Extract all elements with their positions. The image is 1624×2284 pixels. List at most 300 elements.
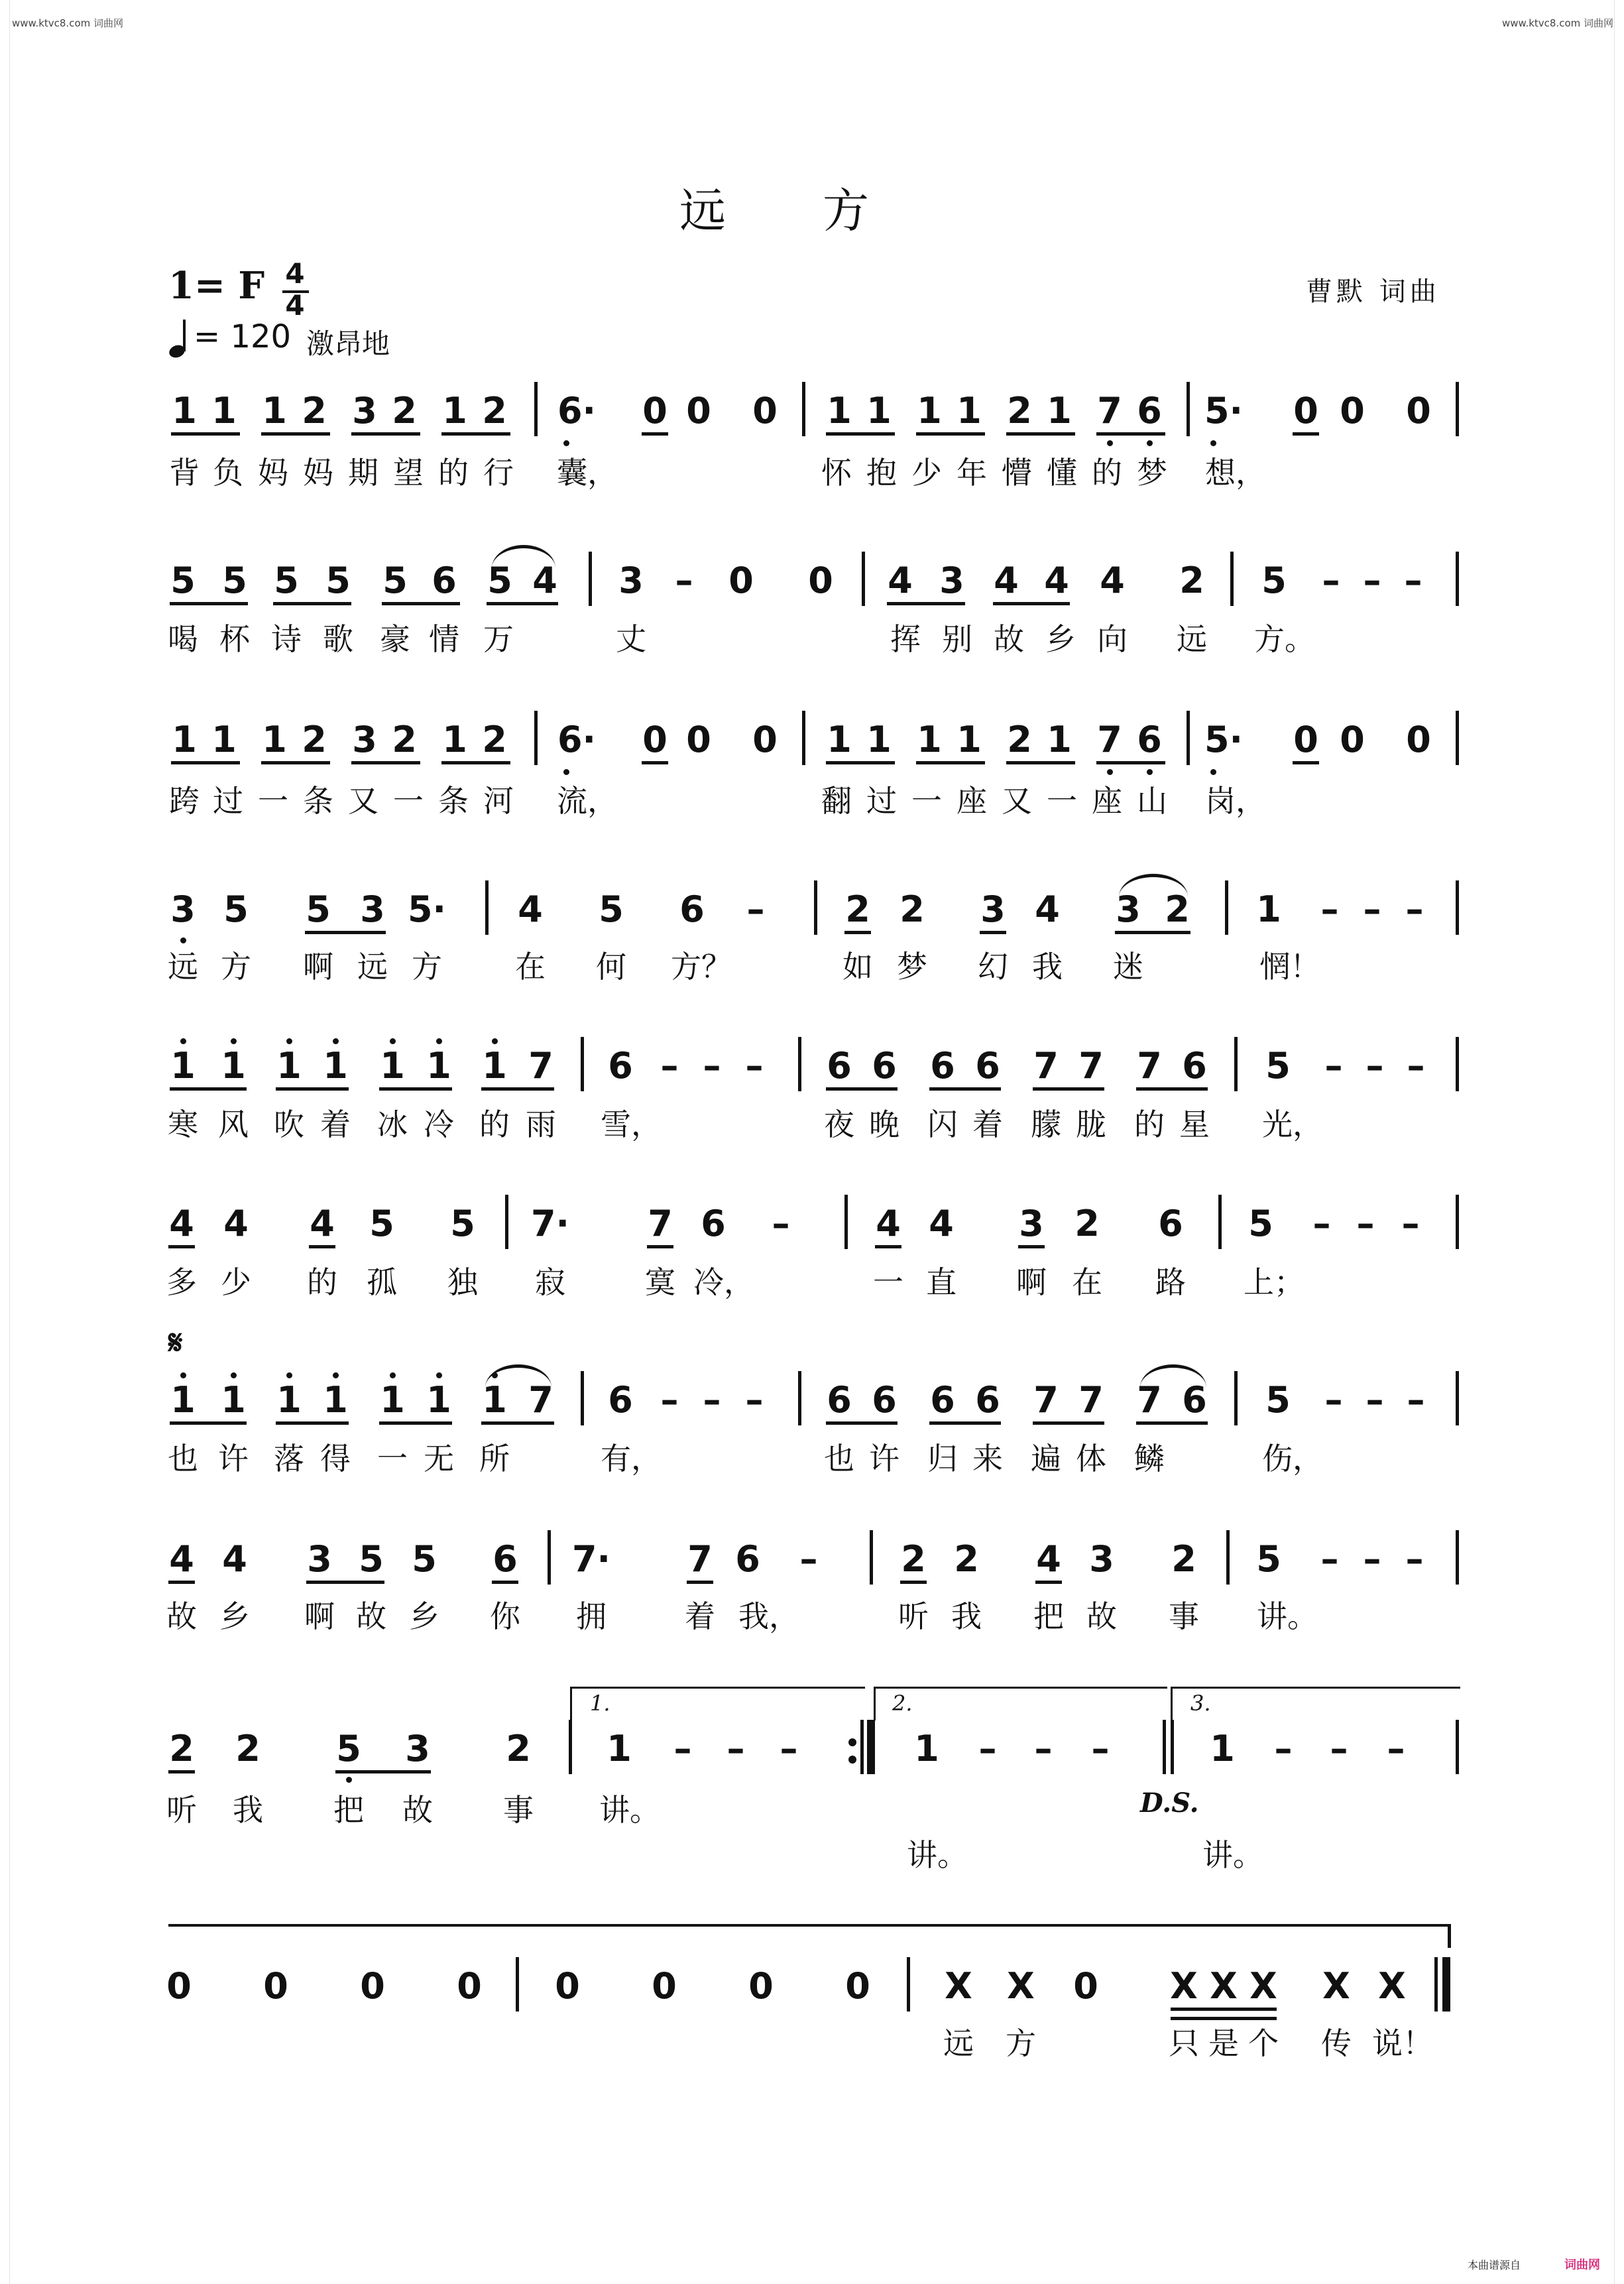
- high-octave-dot: [333, 1372, 339, 1378]
- note: 2: [1007, 719, 1032, 760]
- note: 1: [866, 719, 892, 760]
- lyric: 一: [377, 1441, 408, 1476]
- lyric: 啊: [1016, 1264, 1047, 1300]
- eighth-beam: [168, 1245, 195, 1248]
- barline: [534, 711, 538, 765]
- high-octave-dot: [436, 1038, 442, 1044]
- note: 5: [599, 888, 624, 930]
- eighth-beam: [335, 1770, 431, 1773]
- note: X: [945, 1965, 972, 2007]
- note: –: [746, 888, 765, 930]
- barline: [1456, 1195, 1459, 1249]
- note: 4: [532, 560, 557, 601]
- lyric: 抱: [866, 455, 897, 491]
- note: 0: [652, 1965, 677, 2007]
- eighth-beam: [382, 602, 460, 605]
- high-octave-dot: [180, 1038, 186, 1044]
- note: 7: [1137, 1379, 1162, 1421]
- barline: [1226, 1530, 1230, 1585]
- high-octave-dot: [492, 1372, 498, 1378]
- lyric: 想，: [1205, 455, 1266, 491]
- note: –: [1407, 1379, 1425, 1421]
- note: 1: [957, 390, 982, 432]
- note: –: [1365, 1045, 1384, 1087]
- eighth-beam: [1293, 761, 1319, 764]
- note: 5·: [1204, 390, 1244, 432]
- lyric: 翻: [821, 783, 852, 819]
- eighth-beam: [887, 602, 965, 605]
- note: –: [1387, 1728, 1405, 1770]
- eighth-beam: [487, 602, 558, 605]
- note: 0: [748, 1965, 774, 2007]
- barline: [870, 1530, 873, 1585]
- note: 1: [1047, 390, 1072, 432]
- slur: [1119, 874, 1188, 897]
- barline: [1456, 1530, 1459, 1585]
- note: 0: [1406, 719, 1431, 760]
- note: 2: [482, 719, 507, 760]
- note: 1: [482, 1379, 507, 1421]
- lyric: 喝: [168, 621, 198, 657]
- lyric: 在: [1072, 1264, 1102, 1300]
- lyric: 懵: [1002, 455, 1032, 491]
- note: 3: [360, 888, 385, 930]
- lyric: 丈: [616, 621, 646, 657]
- note: 0: [1340, 390, 1365, 432]
- note: 5: [450, 1203, 475, 1244]
- lyric: 只: [1169, 2025, 1199, 2061]
- barline: [1234, 1037, 1238, 1091]
- barline: [1456, 382, 1459, 436]
- eighth-beam: [1018, 1245, 1045, 1248]
- note: 1: [262, 390, 287, 432]
- lyric: 着: [685, 1598, 715, 1634]
- note: 7: [1078, 1045, 1104, 1087]
- lyric: 夜: [824, 1107, 854, 1142]
- lyric: 过: [866, 783, 897, 819]
- ending-bracket-1: [570, 1687, 865, 1720]
- note: –: [1091, 1728, 1110, 1770]
- note: 1: [380, 1379, 405, 1421]
- lyric: 又: [1002, 783, 1032, 819]
- note: 6: [872, 1379, 897, 1421]
- lyric: 少: [911, 455, 942, 491]
- note: 5: [170, 560, 196, 601]
- note: 2: [302, 719, 327, 760]
- note: 6·: [557, 719, 597, 760]
- double-barline: [1163, 1720, 1166, 1774]
- lyric: 遍: [1031, 1441, 1061, 1476]
- lyric: 妈: [303, 455, 333, 491]
- note: 4: [169, 1203, 194, 1244]
- lyric: 归: [927, 1441, 958, 1476]
- lyric: 梦: [897, 949, 927, 985]
- note: 2: [169, 1728, 194, 1770]
- lyric: 方: [412, 949, 442, 985]
- lyric: 惘！: [1259, 949, 1320, 985]
- lyric: 如: [842, 949, 873, 985]
- eighth-beam: [309, 1245, 335, 1248]
- composer-credit: 曹默 词曲: [1306, 276, 1440, 307]
- note: –: [799, 1538, 818, 1580]
- lyric: 向: [1097, 621, 1128, 657]
- lyric: 乡: [1045, 621, 1076, 657]
- note: –: [660, 1379, 679, 1421]
- note: 7·: [530, 1203, 570, 1244]
- ending-label-3: 3.: [1190, 1691, 1211, 1716]
- barline: [534, 382, 538, 436]
- note: X: [1210, 1965, 1238, 2007]
- note: 0: [808, 560, 833, 601]
- note: 5: [1265, 1045, 1291, 1087]
- eighth-beam: [276, 1087, 349, 1091]
- note: –: [703, 1379, 721, 1421]
- eighth-beam: [929, 1421, 1001, 1425]
- ending-label-2: 2.: [892, 1691, 913, 1716]
- lyric: 远: [357, 949, 388, 985]
- eighth-beam: [1033, 1087, 1104, 1091]
- note: 3: [1089, 1538, 1114, 1580]
- note: 1: [211, 390, 237, 432]
- eighth-beam: [170, 1087, 247, 1091]
- note: –: [1320, 888, 1339, 930]
- eighth-beam: [273, 602, 351, 605]
- eighth-beam: [351, 761, 420, 764]
- double-barline: [1171, 1720, 1174, 1774]
- lyric: 把: [333, 1792, 364, 1828]
- note: 6: [827, 1045, 852, 1087]
- note: 5·: [1204, 719, 1244, 760]
- barline: [862, 552, 865, 606]
- eighth-beam: [1171, 2008, 1277, 2011]
- eighth-beam: [261, 761, 330, 764]
- lyric: 冷: [424, 1107, 454, 1142]
- eighth-beam: [1006, 432, 1075, 436]
- eighth-beam: [481, 1421, 554, 1425]
- lyric: 着: [972, 1107, 1003, 1142]
- lyric: 故: [166, 1598, 197, 1634]
- note: 4: [223, 1203, 249, 1244]
- barline: [802, 711, 805, 765]
- note: 2: [302, 390, 327, 432]
- note: 4: [1100, 560, 1125, 601]
- high-octave-dot: [390, 1038, 396, 1044]
- barline: [802, 382, 805, 436]
- note: 0: [686, 719, 711, 760]
- eighth-beam: [1033, 1421, 1104, 1425]
- note: 0: [752, 390, 778, 432]
- eighth-beam: [168, 1770, 195, 1773]
- note: 2: [1007, 390, 1032, 432]
- barline: [1187, 382, 1190, 436]
- note: 1: [172, 390, 197, 432]
- repeat-dot: [848, 1756, 856, 1764]
- low-octave-dot: [563, 440, 569, 446]
- lyric: 座: [1092, 783, 1122, 819]
- lyric: 豪: [380, 621, 410, 657]
- low-octave-dot: [1147, 769, 1153, 775]
- lyric: 雨: [526, 1107, 556, 1142]
- note: 3: [1019, 1203, 1044, 1244]
- eighth-beam: [305, 931, 386, 934]
- barline: [907, 1957, 910, 2012]
- eighth-beam: [916, 432, 985, 436]
- high-octave-dot: [492, 1038, 498, 1044]
- note: 1: [1047, 719, 1072, 760]
- lyric: 光，: [1262, 1107, 1323, 1142]
- note: 1: [917, 719, 942, 760]
- note: 2: [1165, 888, 1190, 930]
- lyric: 寂: [535, 1264, 565, 1300]
- eighth-beam: [171, 761, 240, 764]
- eighth-beam: [351, 432, 420, 436]
- note: 2: [901, 1538, 926, 1580]
- lyric: 情: [429, 621, 459, 657]
- note: 2: [392, 719, 417, 760]
- barline: [485, 880, 489, 935]
- low-octave-dot: [1210, 440, 1216, 446]
- note: 3: [618, 560, 644, 601]
- eighth-beam: [642, 761, 668, 764]
- note: 7: [648, 1203, 673, 1244]
- lyric: 河: [483, 783, 514, 819]
- barline: [1456, 880, 1459, 935]
- tempo-marking: = 120: [194, 318, 292, 355]
- lyric: 寞: [645, 1264, 675, 1300]
- lyric: 吹: [274, 1107, 304, 1142]
- eighth-beam: [171, 432, 240, 436]
- note: 0: [642, 719, 667, 760]
- note: –: [1356, 1203, 1375, 1244]
- note: 1: [442, 390, 467, 432]
- ending-bracket-2: [874, 1687, 1167, 1720]
- staff-top-line: [168, 1924, 1450, 1927]
- note: 3: [352, 719, 377, 760]
- eighth-beam: [900, 1581, 927, 1584]
- note: 5: [223, 888, 249, 930]
- note: 0: [642, 390, 667, 432]
- lyric: 风: [218, 1107, 249, 1142]
- note: 0: [1293, 719, 1318, 760]
- note: 6: [1182, 1045, 1207, 1087]
- eighth-beam: [642, 432, 668, 436]
- barline: [516, 1957, 519, 2012]
- lyric: 啊: [303, 949, 333, 985]
- note: 2: [954, 1538, 979, 1580]
- note: 1: [426, 1379, 451, 1421]
- lyric: 挥: [890, 621, 921, 657]
- lyric: 诗: [271, 621, 302, 657]
- eighth-beam: [1006, 761, 1075, 764]
- lyric: 幻: [978, 949, 1008, 985]
- barline: [569, 1720, 572, 1774]
- barline: [798, 1037, 801, 1091]
- lyric: 少: [221, 1264, 251, 1300]
- lyric: 直: [926, 1264, 957, 1300]
- lyric: 怀: [821, 455, 852, 491]
- lyric: 有，: [601, 1441, 662, 1476]
- high-octave-dot: [436, 1372, 442, 1378]
- lyric: 背: [169, 455, 200, 491]
- eighth-beam: [687, 1581, 713, 1584]
- slur: [1140, 1364, 1206, 1388]
- note: 5: [1261, 560, 1287, 601]
- note: 4: [169, 1538, 194, 1580]
- note: 2: [506, 1728, 531, 1770]
- eighth-beam: [168, 1581, 195, 1584]
- note: 1: [827, 390, 852, 432]
- note: 6: [1137, 719, 1162, 760]
- lyric: 伤，: [1262, 1441, 1323, 1476]
- note: 2: [482, 390, 507, 432]
- slur: [492, 545, 555, 568]
- repeat-barline: [860, 1720, 864, 1774]
- note: X: [1322, 1965, 1350, 2007]
- lyric: 条: [438, 783, 469, 819]
- footer-logo: 词曲网: [1564, 2258, 1600, 2272]
- low-octave-dot: [1210, 769, 1216, 775]
- header-site-right: www.ktvc8.com 词曲网: [1502, 17, 1614, 29]
- note: –: [1320, 1538, 1339, 1580]
- note: 6: [1137, 390, 1162, 432]
- note: 6·: [557, 390, 597, 432]
- final-barline: [1434, 1957, 1438, 2012]
- note: 4: [1035, 888, 1060, 930]
- note: 7: [1078, 1379, 1104, 1421]
- repeat-barline-thick: [867, 1720, 875, 1774]
- lyric: 期: [348, 455, 378, 491]
- note: X: [1007, 1965, 1035, 2007]
- note: 6: [930, 1045, 955, 1087]
- note: 0: [1406, 390, 1431, 432]
- dal-segno: D.S.: [1140, 1787, 1199, 1819]
- barline: [1230, 552, 1234, 606]
- note: 6: [1158, 1203, 1183, 1244]
- note: –: [1324, 1045, 1343, 1087]
- barline: [1456, 1371, 1459, 1425]
- barline: [798, 1371, 801, 1425]
- barline: [844, 1195, 848, 1249]
- note: 4: [222, 1538, 247, 1580]
- note: 6: [1182, 1379, 1207, 1421]
- note: 5: [412, 1538, 437, 1580]
- lyric: 把: [1033, 1598, 1064, 1634]
- high-octave-dot: [231, 1038, 237, 1044]
- lyric: 许: [218, 1441, 249, 1476]
- lyric: 一: [873, 1264, 903, 1300]
- note: 1: [827, 719, 852, 760]
- lyric: 我: [233, 1792, 263, 1828]
- lyric: 拥: [576, 1598, 607, 1634]
- low-octave-dot: [1107, 769, 1113, 775]
- eighth-beam: [993, 602, 1070, 605]
- note: –: [1330, 1728, 1348, 1770]
- note: 1: [172, 719, 197, 760]
- barline: [1456, 1720, 1459, 1774]
- note: X: [1170, 1965, 1198, 2007]
- lyric: 过: [213, 783, 243, 819]
- lyric: 囊，: [557, 455, 618, 491]
- note: 1: [1256, 888, 1281, 930]
- lyric: 的: [307, 1264, 337, 1300]
- lyric: 的: [479, 1107, 510, 1142]
- lyric: 懂: [1047, 455, 1077, 491]
- barline: [1225, 880, 1228, 935]
- lyric: 何: [596, 949, 626, 985]
- eighth-beam: [170, 1421, 247, 1425]
- time-sig-top: 4: [285, 257, 305, 290]
- lyric: 故: [994, 621, 1024, 657]
- note: 0: [1073, 1965, 1098, 2007]
- note: –: [1034, 1728, 1053, 1770]
- segno-sign: 𝄋: [168, 1323, 183, 1362]
- lyric: 雪，: [601, 1107, 662, 1142]
- eighth-beam: [875, 1245, 901, 1248]
- note: –: [1363, 888, 1381, 930]
- lyric: 梦: [1137, 455, 1167, 491]
- note: 1: [914, 1728, 939, 1770]
- note: –: [978, 1728, 997, 1770]
- note: 1: [276, 1379, 302, 1421]
- lyric: 乡: [409, 1598, 439, 1634]
- lyric: 一: [258, 783, 288, 819]
- note: 7: [1033, 1379, 1059, 1421]
- note: 3: [352, 390, 377, 432]
- lyric: 妈: [258, 455, 288, 491]
- note: 6: [432, 560, 457, 601]
- high-octave-dot: [286, 1372, 292, 1378]
- quarter-note-icon: [168, 317, 192, 362]
- note: 0: [1340, 719, 1365, 760]
- eighth-beam: [826, 1421, 898, 1425]
- note: 4: [1044, 560, 1069, 601]
- note: 5: [369, 1203, 394, 1244]
- note: 1: [957, 719, 982, 760]
- note: 1: [607, 1728, 632, 1770]
- eighth-beam: [826, 432, 895, 436]
- barline: [548, 1530, 551, 1585]
- eighth-beam: [441, 761, 510, 764]
- low-octave-dot: [1147, 440, 1153, 446]
- high-octave-dot: [286, 1038, 292, 1044]
- lyric: 寒: [168, 1107, 198, 1142]
- note: –: [1324, 1379, 1343, 1421]
- barline: [814, 880, 817, 935]
- lyric: 条: [303, 783, 333, 819]
- note: 0: [728, 560, 754, 601]
- lyric: 孤: [367, 1264, 397, 1300]
- lyric: 事: [1169, 1598, 1199, 1634]
- lyric: 山: [1137, 783, 1167, 819]
- lyric: 星: [1179, 1107, 1210, 1142]
- lyric: 年: [957, 455, 987, 491]
- note: 6: [493, 1538, 518, 1580]
- eighth-beam: [826, 1087, 898, 1091]
- note: 6: [872, 1045, 897, 1087]
- lyric: 杯: [219, 621, 250, 657]
- lyric: 故: [1086, 1598, 1117, 1634]
- lyric: 行: [483, 455, 514, 491]
- note: X: [1378, 1965, 1406, 2007]
- note: 1: [262, 719, 287, 760]
- high-octave-dot: [180, 1372, 186, 1378]
- lyric: 负: [213, 455, 243, 491]
- note: 1: [221, 1379, 246, 1421]
- note: 4: [1036, 1538, 1061, 1580]
- lyric: 无: [424, 1441, 454, 1476]
- lyric: 落: [274, 1441, 304, 1476]
- lyric: 个: [1248, 2025, 1279, 2061]
